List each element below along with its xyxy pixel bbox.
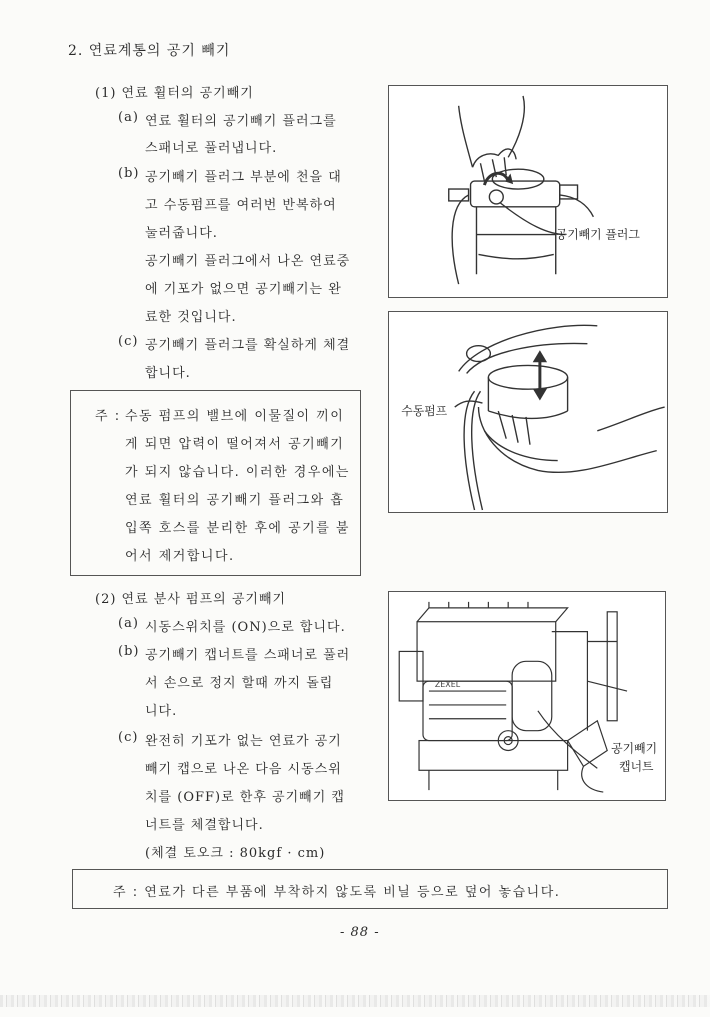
note-1-line-5: 입쪽 호스를 분리한 후에 공기를 불 bbox=[125, 521, 350, 536]
figure-injection-pump bbox=[388, 591, 666, 801]
subsection-2-heading: (2) 연료 분사 펌프의 공기빼기 bbox=[95, 592, 287, 607]
fig3-label-1: 공기빼기 bbox=[611, 741, 658, 756]
figure-hand-pump bbox=[388, 311, 668, 513]
step-2c-line-4: 너트를 체결합니다. bbox=[145, 818, 264, 833]
hand-pump-illustration bbox=[389, 312, 667, 512]
fig2-label: 수동펌프 bbox=[401, 403, 448, 418]
fig3-label-2: 캡너트 bbox=[619, 759, 654, 774]
note-1-line-6: 어서 제거합니다. bbox=[125, 549, 235, 564]
step-1a-line-1: 연료 휠터의 공기빼기 플러그를 bbox=[145, 114, 337, 129]
step-1b-line-3: 눌러줍니다. bbox=[145, 226, 218, 241]
section-title: 2. 연료계통의 공기 빼기 bbox=[68, 43, 231, 59]
step-2c-line-1: 완전히 기포가 없는 연료가 공기 bbox=[145, 734, 342, 749]
step-2c-line-3: 치를 (OFF)로 한후 공기빼기 캡 bbox=[145, 790, 345, 805]
step-2a-line-1: 시동스위치를 (ON)으로 합니다. bbox=[145, 620, 346, 635]
step-1a-line-2: 스패너로 풀러냅니다. bbox=[145, 141, 278, 156]
step-1b-line-5: 에 기포가 없으면 공기빼기는 완 bbox=[145, 282, 342, 297]
step-2b-mark: (b) bbox=[118, 644, 140, 659]
page-number: - 88 - bbox=[340, 925, 380, 940]
fig3-nameplate: ZEXEL bbox=[434, 680, 461, 690]
fuel-filter-illustration bbox=[389, 86, 667, 297]
step-1b-line-2: 고 수동펌프를 여러번 반복하여 bbox=[145, 198, 337, 213]
step-2c-mark: (c) bbox=[118, 730, 139, 745]
note-box-2 bbox=[72, 869, 668, 909]
step-1b-line-4: 공기빼기 플러그에서 나온 연료중 bbox=[145, 254, 351, 269]
step-2a-mark: (a) bbox=[118, 616, 139, 631]
step-1c-line-2: 합니다. bbox=[145, 366, 191, 381]
step-1c-line-1: 공기빼기 플러그를 확실하게 체결 bbox=[145, 338, 351, 353]
fig1-label: 공기빼기 플러그 bbox=[555, 227, 640, 242]
step-2b-line-2: 서 손으로 정지 할때 까지 돌립 bbox=[145, 676, 334, 691]
step-1c-mark: (c) bbox=[118, 334, 139, 349]
note-1-line-1: 수동 펌프의 밸브에 이물질이 끼이 bbox=[125, 409, 345, 424]
step-1b-line-6: 료한 것입니다. bbox=[145, 310, 237, 325]
step-2c-line-2: 빼기 캡으로 나온 다음 시동스위 bbox=[145, 762, 342, 777]
step-1a-mark: (a) bbox=[118, 110, 139, 125]
note-1-line-3: 가 되지 않습니다. 이러한 경우에는 bbox=[125, 465, 350, 480]
step-1b-mark: (b) bbox=[118, 166, 140, 181]
step-2c-line-5: (체결 토오크 : 80kgf · cm) bbox=[145, 846, 326, 861]
step-1b-line-1: 공기빼기 플러그 부분에 천을 대 bbox=[145, 170, 342, 185]
figure-fuel-filter bbox=[388, 85, 668, 298]
note-box-1 bbox=[70, 390, 361, 576]
step-2b-line-1: 공기빼기 캡너트를 스패너로 풀러 bbox=[145, 648, 351, 663]
injection-pump-illustration bbox=[389, 592, 665, 800]
note-1-prefix: 주 : bbox=[95, 409, 121, 424]
subsection-1-heading: (1) 연료 휠터의 공기빼기 bbox=[95, 86, 254, 101]
note-1-line-4: 연료 휠터의 공기빼기 플러그와 흡 bbox=[125, 493, 345, 508]
note-2-text: 주 : 연료가 다른 부품에 부착하지 않도록 비닐 등으로 덮어 놓습니다. bbox=[113, 885, 561, 900]
scan-edge-artifact bbox=[0, 995, 710, 1007]
step-2b-line-3: 니다. bbox=[145, 704, 178, 719]
note-1-line-2: 게 되면 압력이 떨어져서 공기빼기 bbox=[125, 437, 345, 452]
